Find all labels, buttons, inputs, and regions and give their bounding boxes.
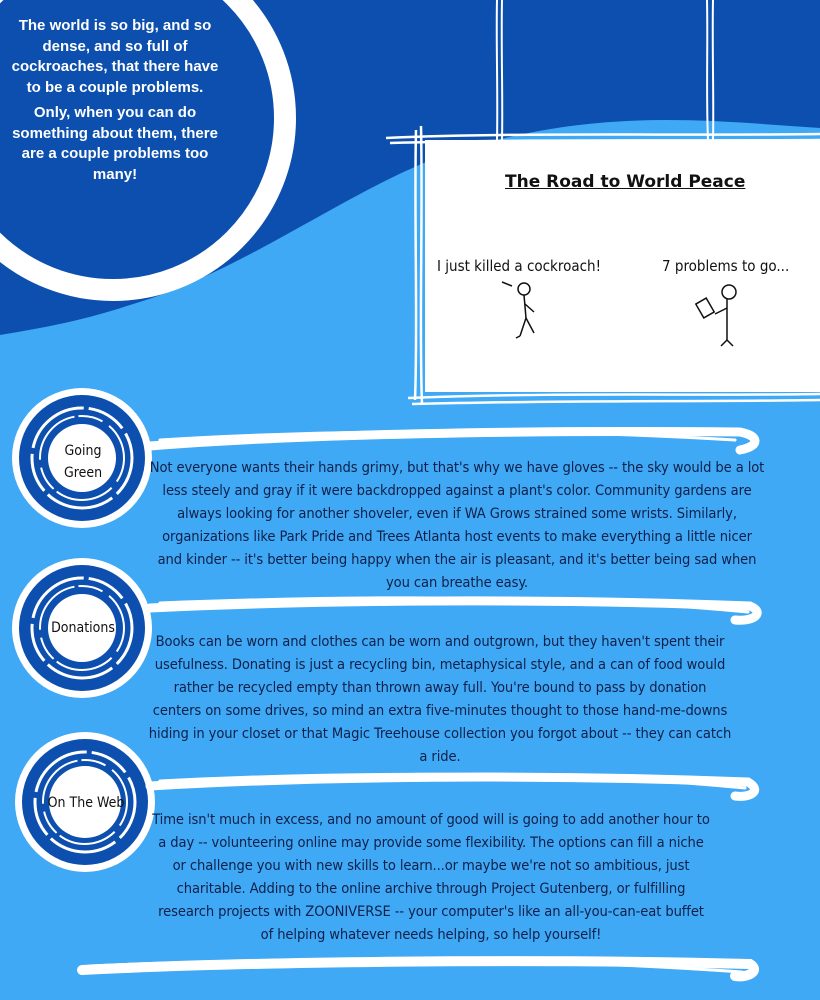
section-text-going-green: Not everyone wants their hands grimy, but that's why we have gloves -- the sky would be a lot less steely and gray if it were backdropped against a plant's color. Community gardens are always looking for another shoveler, even if WA Grows strained some wrists. Similarly, organizations like Park Pride and Trees Atlanta host events to make everything a little nicer and kinder -- it's better being happy when the air is pleasant, and it's better being sad when you can breathe easy. xyxy=(149,459,765,591)
section-text-donations: Books can be worn and clothes can be worn and outgrown, but they haven't spent their usefulness. Donating is just a recycling bin, metaphysical style, and a can of food would rather be recycled empty than thrown away full. You're bound to pass by donation centers on some drives, so mind an extra five-minutes thought to those hand-me-downs hiding in your closet or that Magic Treehouse collection you forgot about -- they can catch a ride. xyxy=(148,633,732,765)
intro-paragraph-2: Only, when you can do something about them, there are a couple problems too many! xyxy=(12,104,218,183)
comic-title: The Road to World Peace xyxy=(505,172,746,192)
speech-left: I just killed a cockroach! xyxy=(437,257,601,275)
stick-figure-right xyxy=(695,280,755,350)
badge-label-going-green: Going Green xyxy=(63,443,103,481)
speech-right: 7 problems to go... xyxy=(662,257,790,275)
intro-text xyxy=(4,16,226,190)
badge-label-on-the-web: On The Web xyxy=(47,795,125,811)
section-text-on-the-web: Time isn't much in excess, and no amount of good will is going to add another hour to a day -- volunteering online may provide some flexibility. The options can fill a niche or challenge you with new skills to learn...or maybe we're not so ambitious, just charitable. Adding to the online archive through Project Gutenberg, or fulfilling research projects with ZOONIVERSE -- your computer's like an all-you-can-eat buffet of helping whatever needs helping, so help yourself! xyxy=(152,811,710,943)
intro-paragraph-1: The world is so big, and so dense, and so full of cockroaches, that there have to be a couple problems. xyxy=(11,17,219,96)
badge-label-donations: Donations xyxy=(51,620,115,636)
stick-figure-left xyxy=(500,278,580,348)
